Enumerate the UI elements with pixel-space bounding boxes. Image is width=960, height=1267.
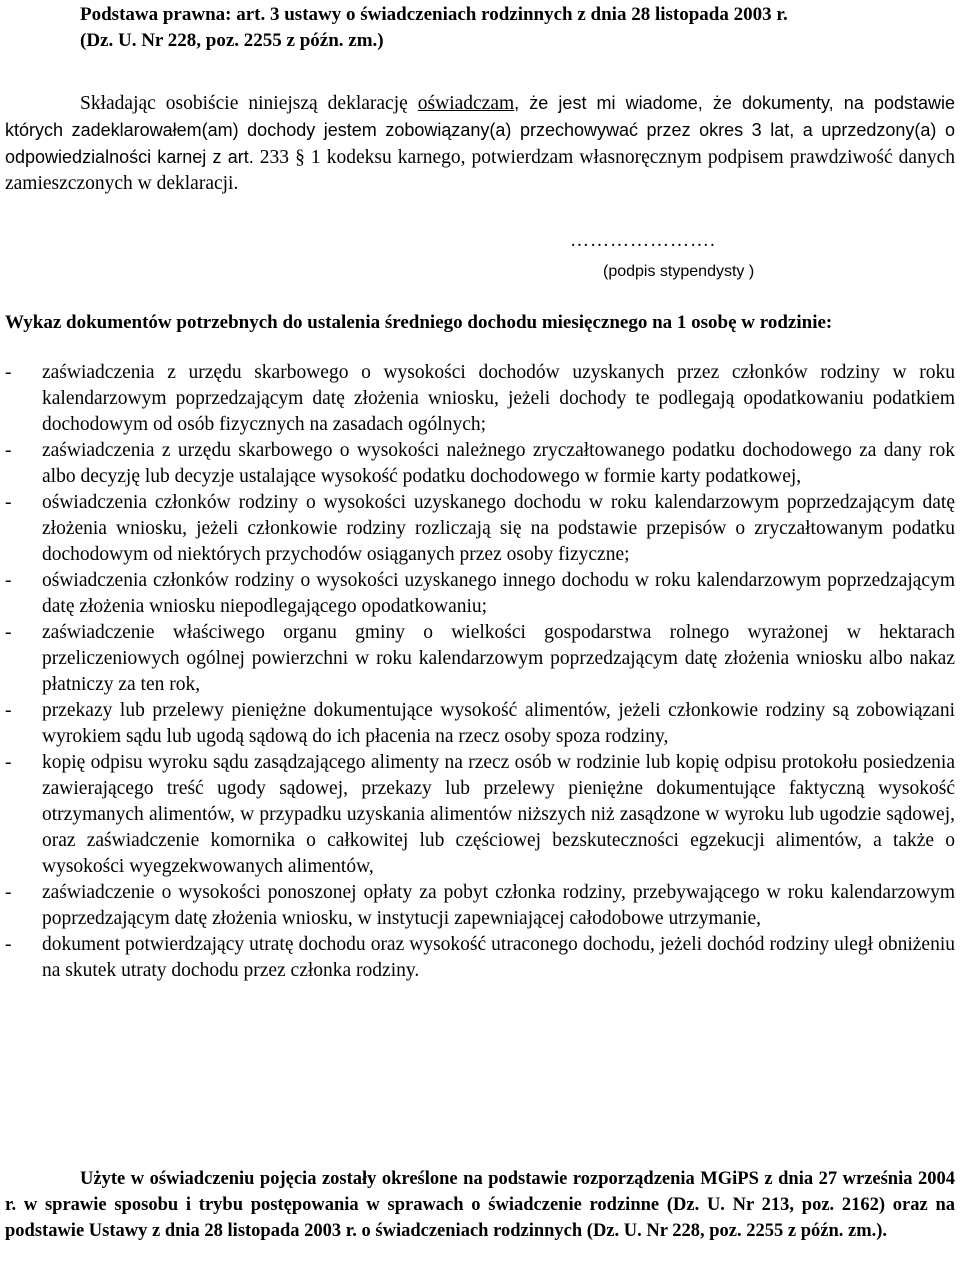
footer-note: Użyte w oświadczeniu pojęcia zostały określone na podstawie rozporządzenia MGiPS z dnia 27 września 2004 r. w sprawie sposobu i trybu postępowania w sprawach o świadczenie rodzinne (Dz. U. Nr 213, poz. 2162) oraz na podstawie Ustawy z dnia 28 listopada 2003 r. o świadczeniach rodzinnych (Dz. U. Nr 228, poz. 2255 z późn. zm.). [5,1169,955,1241]
legal-basis-line1: Podstawa prawna: art. 3 ustawy o świadczeniach rodzinnych z dnia 28 listopada 2003 r. [80,4,788,25]
list-item-text: kopię odpisu wyroku sądu zasądzającego alimenty na rzecz osób w rodzinie lub kopię odpisu protokołu posiedzenia zawierającego treść ugody sądowej, przekazy lub przelewy pieniężne dokumentujące faktyczną wysokość otrzymanych alimentów, w przypadku uzyskania alimentów niższych niż zasądzone w wyroku lub ugodzie sądowej, oraz zaświadczenie komornika o całkowitej lub częściowej bezskuteczności egzekucji alimentów, a także o wysokości wyegzekwowanych alimentów, [42,752,955,877]
list-item-text: zaświadczenie właściwego organu gminy o wielkości gospodarstwa rolnego wyrażonej w hektarach przeliczeniowych ogólnej powierzchni w roku kalendarzowym poprzedzającym datę złożenia wniosku albo nakaz płatniczy za ten rok, [42,622,955,695]
list-bullet: - [5,700,12,721]
declaration-part3: 233 § 1 kodeksu karnego, potwierdzam własnoręcznym podpisem prawdziwość danych zamieszczonych w deklaracji. [5,147,955,194]
signature-label: (podpis stypendysty ) [603,263,755,280]
list-bullet: - [5,492,12,513]
list-bullet: - [5,752,12,773]
list-item-text: oświadczenia członków rodziny o wysokości uzyskanego dochodu w roku kalendarzowym poprzedzającym datę złożenia wniosku, jeżeli członkowie rodziny rozliczają się na podstawie przepisów o zryczałtowanym podatku dochodowym od niektórych przychodów osiąganych przez osoby fizyczne; [42,492,955,565]
documents-list-title: Wykaz dokumentów potrzebnych do ustalenia średniego dochodu miesięcznego na 1 osobę w rodzinie: [5,312,833,333]
signature-line: …………………. [570,230,716,251]
list-item-text: oświadczenia członków rodziny o wysokości uzyskanego innego dochodu w roku kalendarzowym poprzedzającym datę złożenia wniosku niepodlegającego opodatkowaniu; [42,570,955,617]
list-item [5,698,955,750]
list-item [5,620,955,698]
list-item-text: przekazy lub przelewy pieniężne dokumentujące wysokość alimentów, jeżeli członkowie rodziny są zobowiązani wyrokiem sądu lub ugodą sądową do ich płacenia na rzecz osoby spoza rodziny, [42,700,955,747]
list-bullet: - [5,440,12,461]
list-bullet: - [5,934,12,955]
list-bullet: - [5,362,12,383]
list-item [5,750,955,880]
list-item [5,932,955,984]
list-item-text: zaświadczenia z urzędu skarbowego o wysokości należnego zryczałtowanego podatku dochodowego za dany rok albo decyzję lub decyzje ustalające wysokość podatku dochodowego w formie karty podatkowej, [42,440,955,487]
list-item [5,438,955,490]
declaration-part1: Składając osobiście niniejszą deklarację [80,93,418,114]
declaration-part2: , że jest mi wiadome, że dokumenty, na podstawie których zadeklarowałem(am) dochody jestem zobowiązany(a) przechowywać przez okres 3 lat, a uprzedzony(a) o odpowiedzialności karnej z art. [5,93,955,167]
declaration-paragraph [5,90,955,197]
list-item [5,880,955,932]
declaration-underlined-word: oświadczam [417,93,515,114]
list-item [5,360,955,438]
list-item-text: dokument potwierdzający utratę dochodu oraz wysokość utraconego dochodu, jeżeli dochód rodziny uległ obniżeniu na skutek utraty dochodu przez członka rodziny. [42,934,955,981]
list-bullet: - [5,570,12,591]
list-item-text: zaświadczenia z urzędu skarbowego o wysokości dochodów uzyskanych przez członków rodziny w roku kalendarzowym poprzedzającym datę złożenia wniosku, jeżeli dochody te podlegają opodatkowaniu podatkiem dochodowym od osób fizycznych na zasadach ogólnych; [42,362,955,435]
list-bullet: - [5,622,12,643]
legal-basis [80,2,960,54]
legal-basis-line2: (Dz. U. Nr 228, poz. 2255 z późn. zm.) [80,30,384,51]
list-item-text: zaświadczenie o wysokości ponoszonej opłaty za pobyt członka rodziny, przebywającego w roku kalendarzowym poprzedzającym datę złożenia wniosku, w instytucji zapewniającej całodobowe utrzymanie, [42,882,955,929]
list-item [5,568,955,620]
documents-list [5,360,955,984]
list-item [5,490,955,568]
list-bullet: - [5,882,12,903]
